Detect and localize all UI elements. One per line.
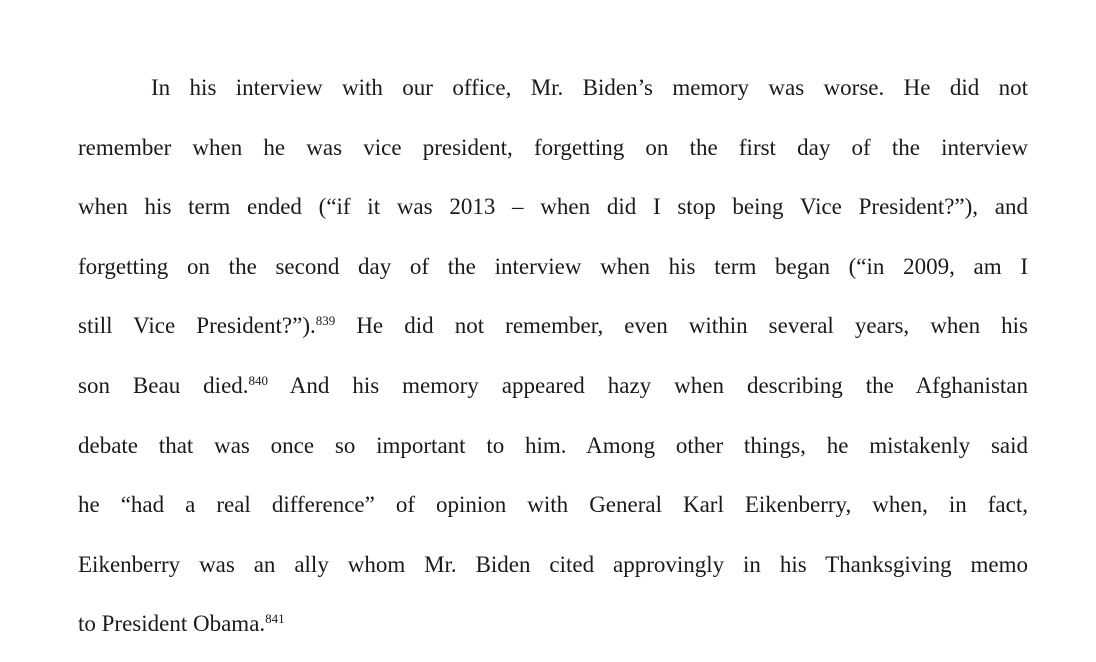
footnote-ref-840[interactable]: 840 — [248, 372, 269, 388]
line-text: He did not remember, even within several years, when his — [335, 313, 1028, 339]
body-paragraph — [78, 58, 1028, 654]
paragraph-line-9: Eikenberry was an ally whom Mr. Biden cited approvingly in his Thanksgiving memo — [78, 551, 1028, 577]
footnote-ref-841[interactable]: 841 — [265, 611, 285, 627]
paragraph-line-2: remember when he was vice president, forgetting on the first day of the interview — [78, 134, 1028, 160]
line-text: And his memory appeared hazy when describing the Afghanistan — [268, 372, 1028, 398]
line-text: still Vice President?”). — [78, 313, 316, 339]
line-text: to President Obama. — [78, 611, 266, 637]
paragraph-line-3: when his term ended (“if it was 2013 – when did I stop being Vice President?”), and — [78, 194, 1028, 220]
footnote-ref-839[interactable]: 839 — [315, 313, 336, 329]
paragraph-line-8: he “had a real difference” of opinion with General Karl Eikenberry, when, in fact, — [78, 492, 1028, 518]
document-page — [78, 58, 1028, 654]
line-text: son Beau died. — [78, 372, 249, 398]
paragraph-line-6 — [78, 356, 1028, 416]
paragraph-line-7: debate that was once so important to him. Among other things, he mistakenly said — [78, 432, 1028, 458]
paragraph-line-4: forgetting on the second day of the interview when his term began (“in 2009, am I — [78, 253, 1028, 279]
paragraph-line-5 — [78, 296, 1028, 356]
paragraph-line-1: In his interview with our office, Mr. Biden’s memory was worse. He did not — [151, 75, 1028, 100]
paragraph-line-10 — [78, 594, 1028, 654]
